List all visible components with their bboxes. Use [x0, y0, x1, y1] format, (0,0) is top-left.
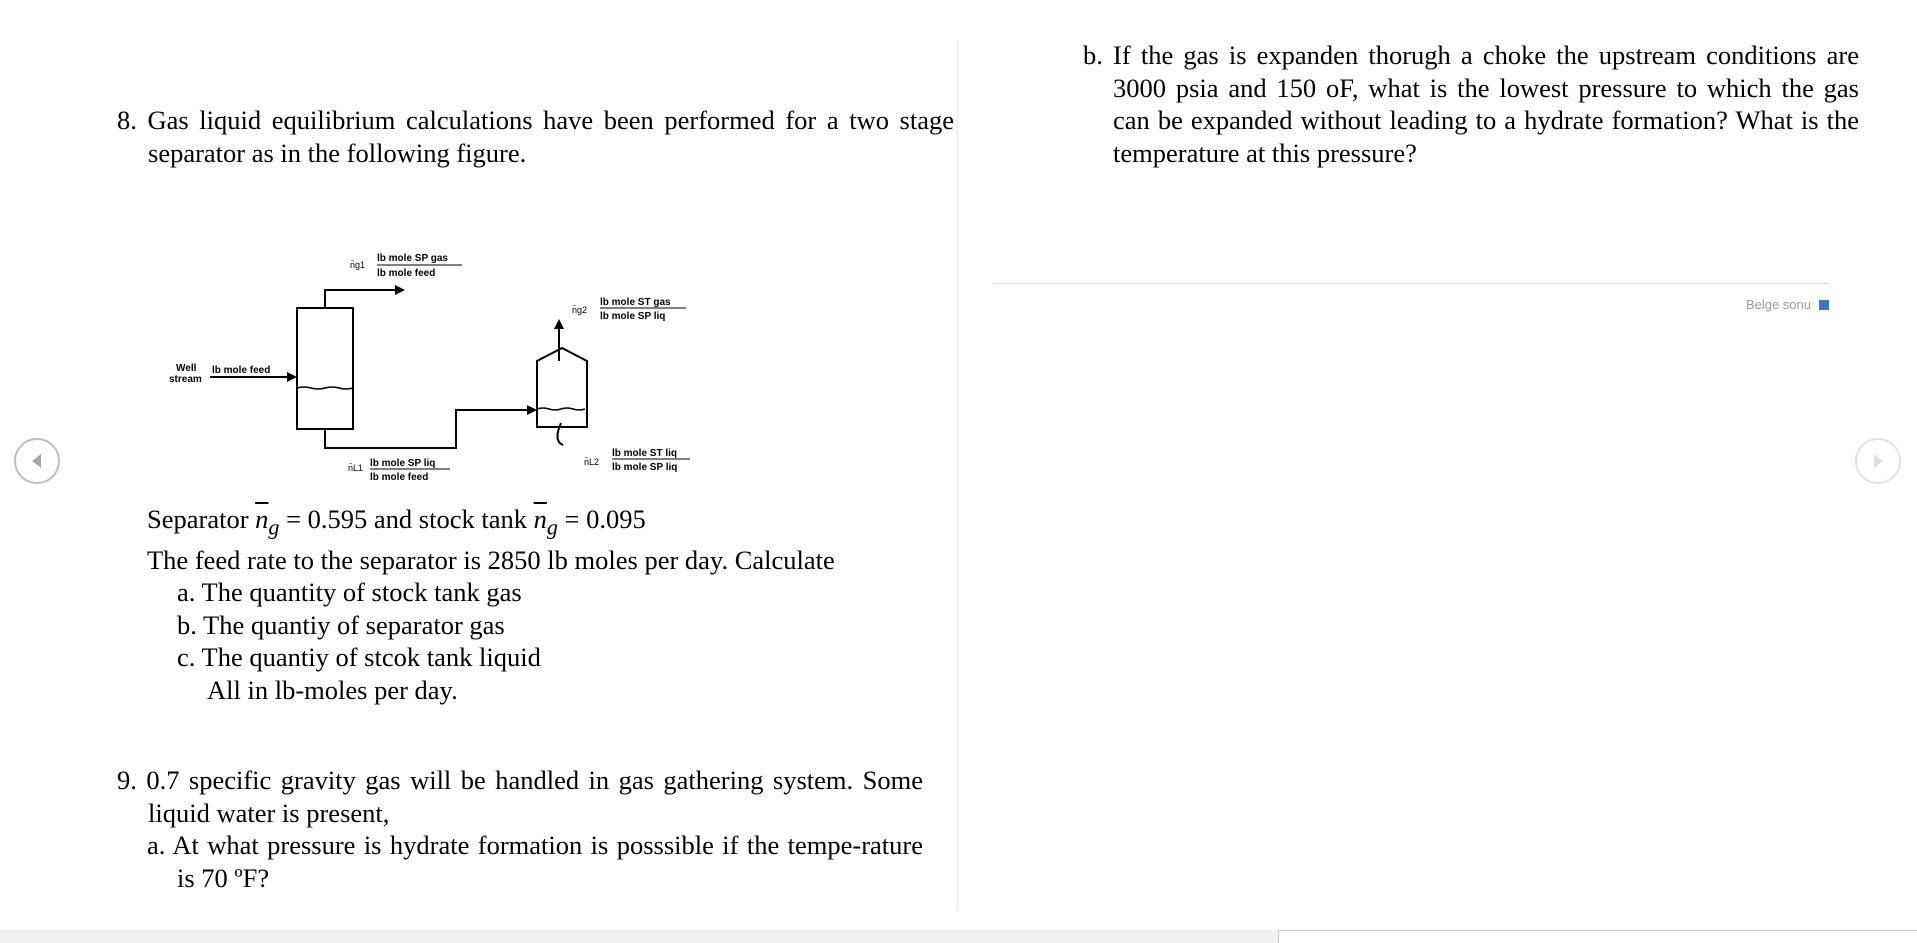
question-9-item-a: a. At what pressure is hydrate formation is posssible if the tempe-rature is 70 ºF? — [147, 830, 923, 893]
feed-label: lb mole feed — [212, 365, 271, 376]
ng2-symbol: n̄g2 — [572, 305, 588, 315]
next-page-button[interactable] — [1855, 438, 1901, 484]
nl1-symbol: n̄L1 — [348, 463, 364, 473]
ng1-symbol: n̄g1 — [350, 260, 366, 270]
first-stage-gas-line — [325, 290, 395, 308]
units-note: All in lb-moles per day. — [207, 674, 458, 705]
transfer-arrow — [527, 405, 537, 415]
ng-subscript: g — [268, 514, 280, 540]
nl2-denominator: lb mole SP liq — [612, 462, 678, 473]
ng-symbol-2: $\overline{n}$ — [533, 504, 547, 534]
ng-subscript-2: g — [546, 514, 558, 540]
separator-ng-line — [147, 503, 923, 544]
end-square-icon — [1819, 300, 1829, 310]
first-stage-liquid-level — [297, 387, 353, 389]
ng2-denominator: lb mole SP liq — [600, 311, 666, 322]
question-8-item-b: b. The quantiy of separator gas — [177, 609, 505, 640]
nl2-symbol: n̄L2 — [584, 457, 600, 467]
stock-tank-prefix: and stock tank — [373, 504, 534, 534]
nl2-numerator: lb mole ST liq — [612, 448, 678, 459]
previous-page-button[interactable] — [14, 438, 60, 484]
stock-tank-liquid-level — [537, 408, 585, 410]
stock-tank-gas-arrow — [554, 319, 564, 329]
stock-tank-vessel — [537, 348, 587, 427]
question-8-item-a: a. The quantity of stock tank gas — [177, 577, 522, 608]
end-of-document-rule — [993, 283, 1829, 284]
end-of-document-label: Belge sonu — [1745, 297, 1811, 312]
feed-rate-sentence: The feed rate to the separator is 2850 lb moles per day. Calculate — [147, 544, 835, 575]
stream-label: stream — [169, 374, 202, 385]
first-stage-separator-vessel — [297, 308, 353, 429]
question-8-item-c: c. The quantiy of stcok tank liquid — [177, 642, 541, 673]
chevron-right-icon — [1869, 452, 1887, 470]
well-label: Well — [176, 363, 197, 374]
chevron-left-icon — [28, 452, 46, 470]
separator-prefix: Separator — [147, 504, 256, 534]
first-stage-liquid-line — [325, 410, 530, 448]
end-of-document-marker — [1746, 297, 1829, 312]
ng2-numerator: lb mole ST gas — [600, 297, 671, 308]
two-stage-separator-figure — [160, 245, 700, 495]
gas-outlet-arrow — [395, 285, 405, 295]
left-page — [0, 0, 958, 943]
question-9-intro: 9. 0.7 specific gravity gas will be handled in gas gathering system. Some liquid water is present, — [117, 765, 923, 828]
separator-ng-value: = 0.595 — [279, 504, 374, 534]
stock-tank-ng-value: = 0.095 — [557, 504, 646, 534]
nl1-denominator: lb mole feed — [370, 472, 429, 483]
inlet-arrow — [287, 372, 297, 382]
ng-symbol: $\overline{n}$ — [255, 504, 269, 534]
nl1-numerator: lb mole SP liq — [370, 458, 436, 469]
bottom-panel-edge — [1278, 930, 1917, 943]
question-8-intro: 8. Gas liquid equilibrium calculations have been performed for a two stage separator as in the following figure. — [117, 105, 954, 168]
question-9-item-b: b. If the gas is expanden thorugh a choke the upstream conditions are 3000 psia and 150 oF, what is the lowest pressure to which the gas can be expanded without leading to a hydrate formation? What is the temperature at this pressure? — [1083, 40, 1859, 168]
ng1-denominator: lb mole feed — [377, 268, 436, 279]
ng1-numerator: lb mole SP gas — [377, 253, 448, 264]
